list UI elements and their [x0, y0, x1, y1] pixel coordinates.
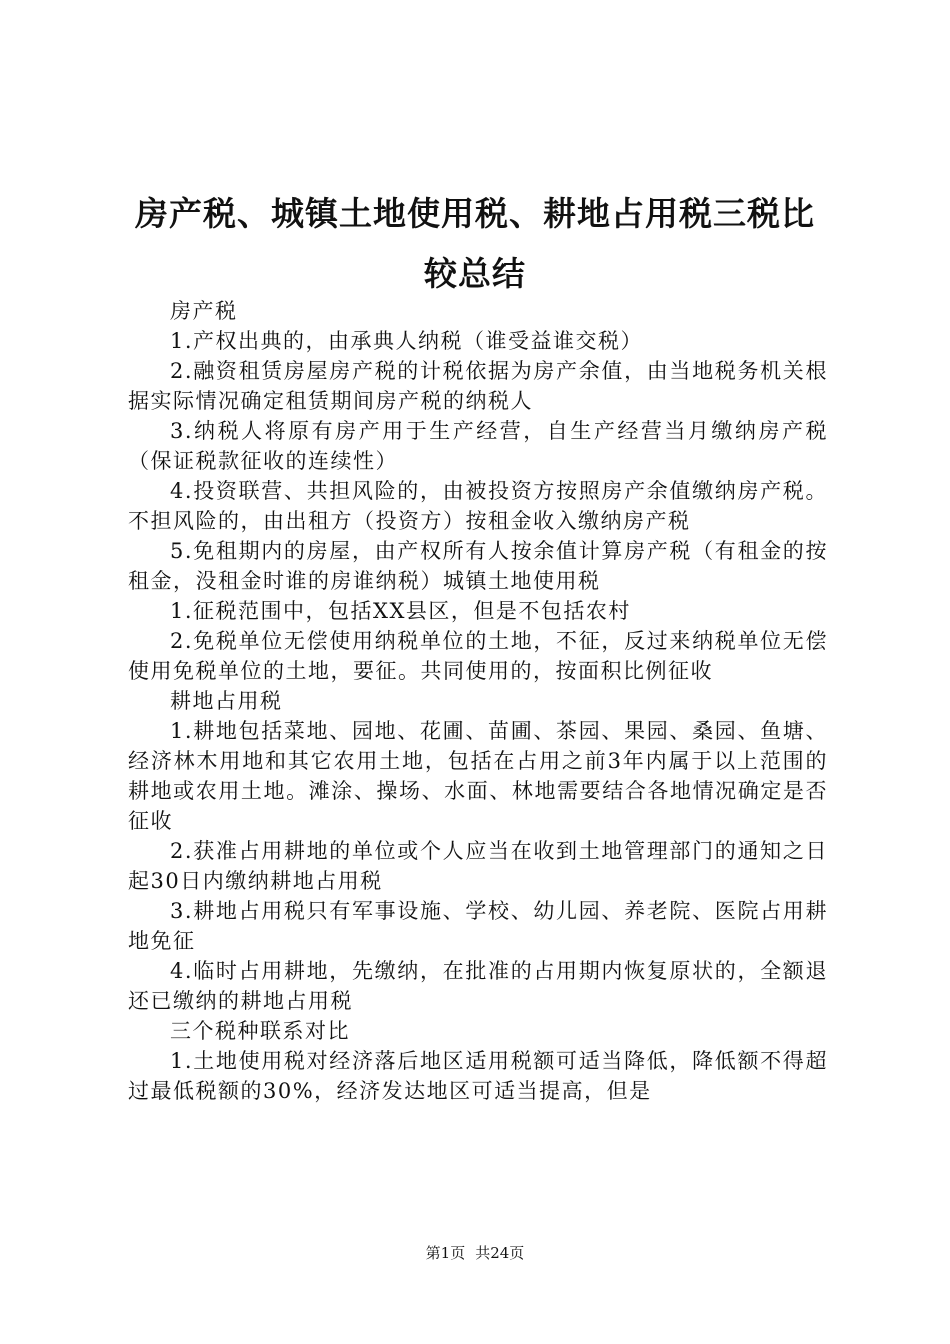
- page-footer: [0, 1243, 950, 1263]
- paragraph: 2.免税单位无偿使用纳税单位的土地，不征，反过来纳税单位无偿使用免税单位的土地，要征。共同使用的，按面积比例征收: [128, 629, 828, 683]
- paragraph: 1.产权出典的，由承典人纳税（谁受益谁交税）: [170, 329, 644, 353]
- paragraph: 4.投资联营、共担风险的，由被投资方按照房产余值缴纳房产税。不担风险的，由出租方（投资方）按租金收入缴纳房产税: [128, 479, 828, 533]
- page-number: 第1页: [425, 1244, 466, 1262]
- paragraph: 1.征税范围中，包括XX县区，但是不包括农村: [170, 599, 631, 623]
- title-line-2: 较总结: [424, 254, 526, 293]
- paragraph: 5.免租期内的房屋，由产权所有人按余值计算房产税（有租金的按租金，没租金时谁的房谁纳税）城镇土地使用税: [128, 539, 828, 593]
- section-heading-property-tax: 房产税: [170, 299, 238, 323]
- section-heading-farmland-tax: 耕地占用税: [170, 689, 283, 713]
- paragraph: 2.融资租赁房屋房产税的计税依据为房产余值，由当地税务机关根据实际情况确定租赁期间房产税的纳税人: [128, 359, 828, 413]
- paragraph: 2.获准占用耕地的单位或个人应当在收到土地管理部门的通知之日起30日内缴纳耕地占用税: [128, 839, 828, 893]
- section-heading-comparison: 三个税种联系对比: [170, 1019, 350, 1043]
- page-total: 共24页: [475, 1244, 525, 1262]
- paragraph: 3.纳税人将原有房产用于生产经营，自生产经营当月缴纳房产税（保证税款征收的连续性）: [128, 419, 828, 473]
- document-body: [128, 296, 828, 1106]
- paragraph: 1.土地使用税对经济落后地区适用税额可适当降低，降低额不得超过最低税额的30%，经济发达地区可适当提高，但是: [128, 1049, 828, 1103]
- paragraph: 4.临时占用耕地，先缴纳，在批准的占用期内恢复原状的，全额退还已缴纳的耕地占用税: [128, 959, 828, 1013]
- paragraph: 3.耕地占用税只有军事设施、学校、幼儿园、养老院、医院占用耕地免征: [128, 899, 828, 953]
- title-line-1: 房产税、城镇土地使用税、耕地占用税三税比: [135, 194, 815, 233]
- paragraph: 1.耕地包括菜地、园地、花圃、苗圃、茶园、果园、桑园、鱼塘、经济林木用地和其它农用土地，包括在占用之前3年内属于以上范围的耕地或农用土地。滩涂、操场、水面、林地需要结合各地情况确定是否征收: [128, 719, 828, 833]
- page-title: [110, 184, 840, 304]
